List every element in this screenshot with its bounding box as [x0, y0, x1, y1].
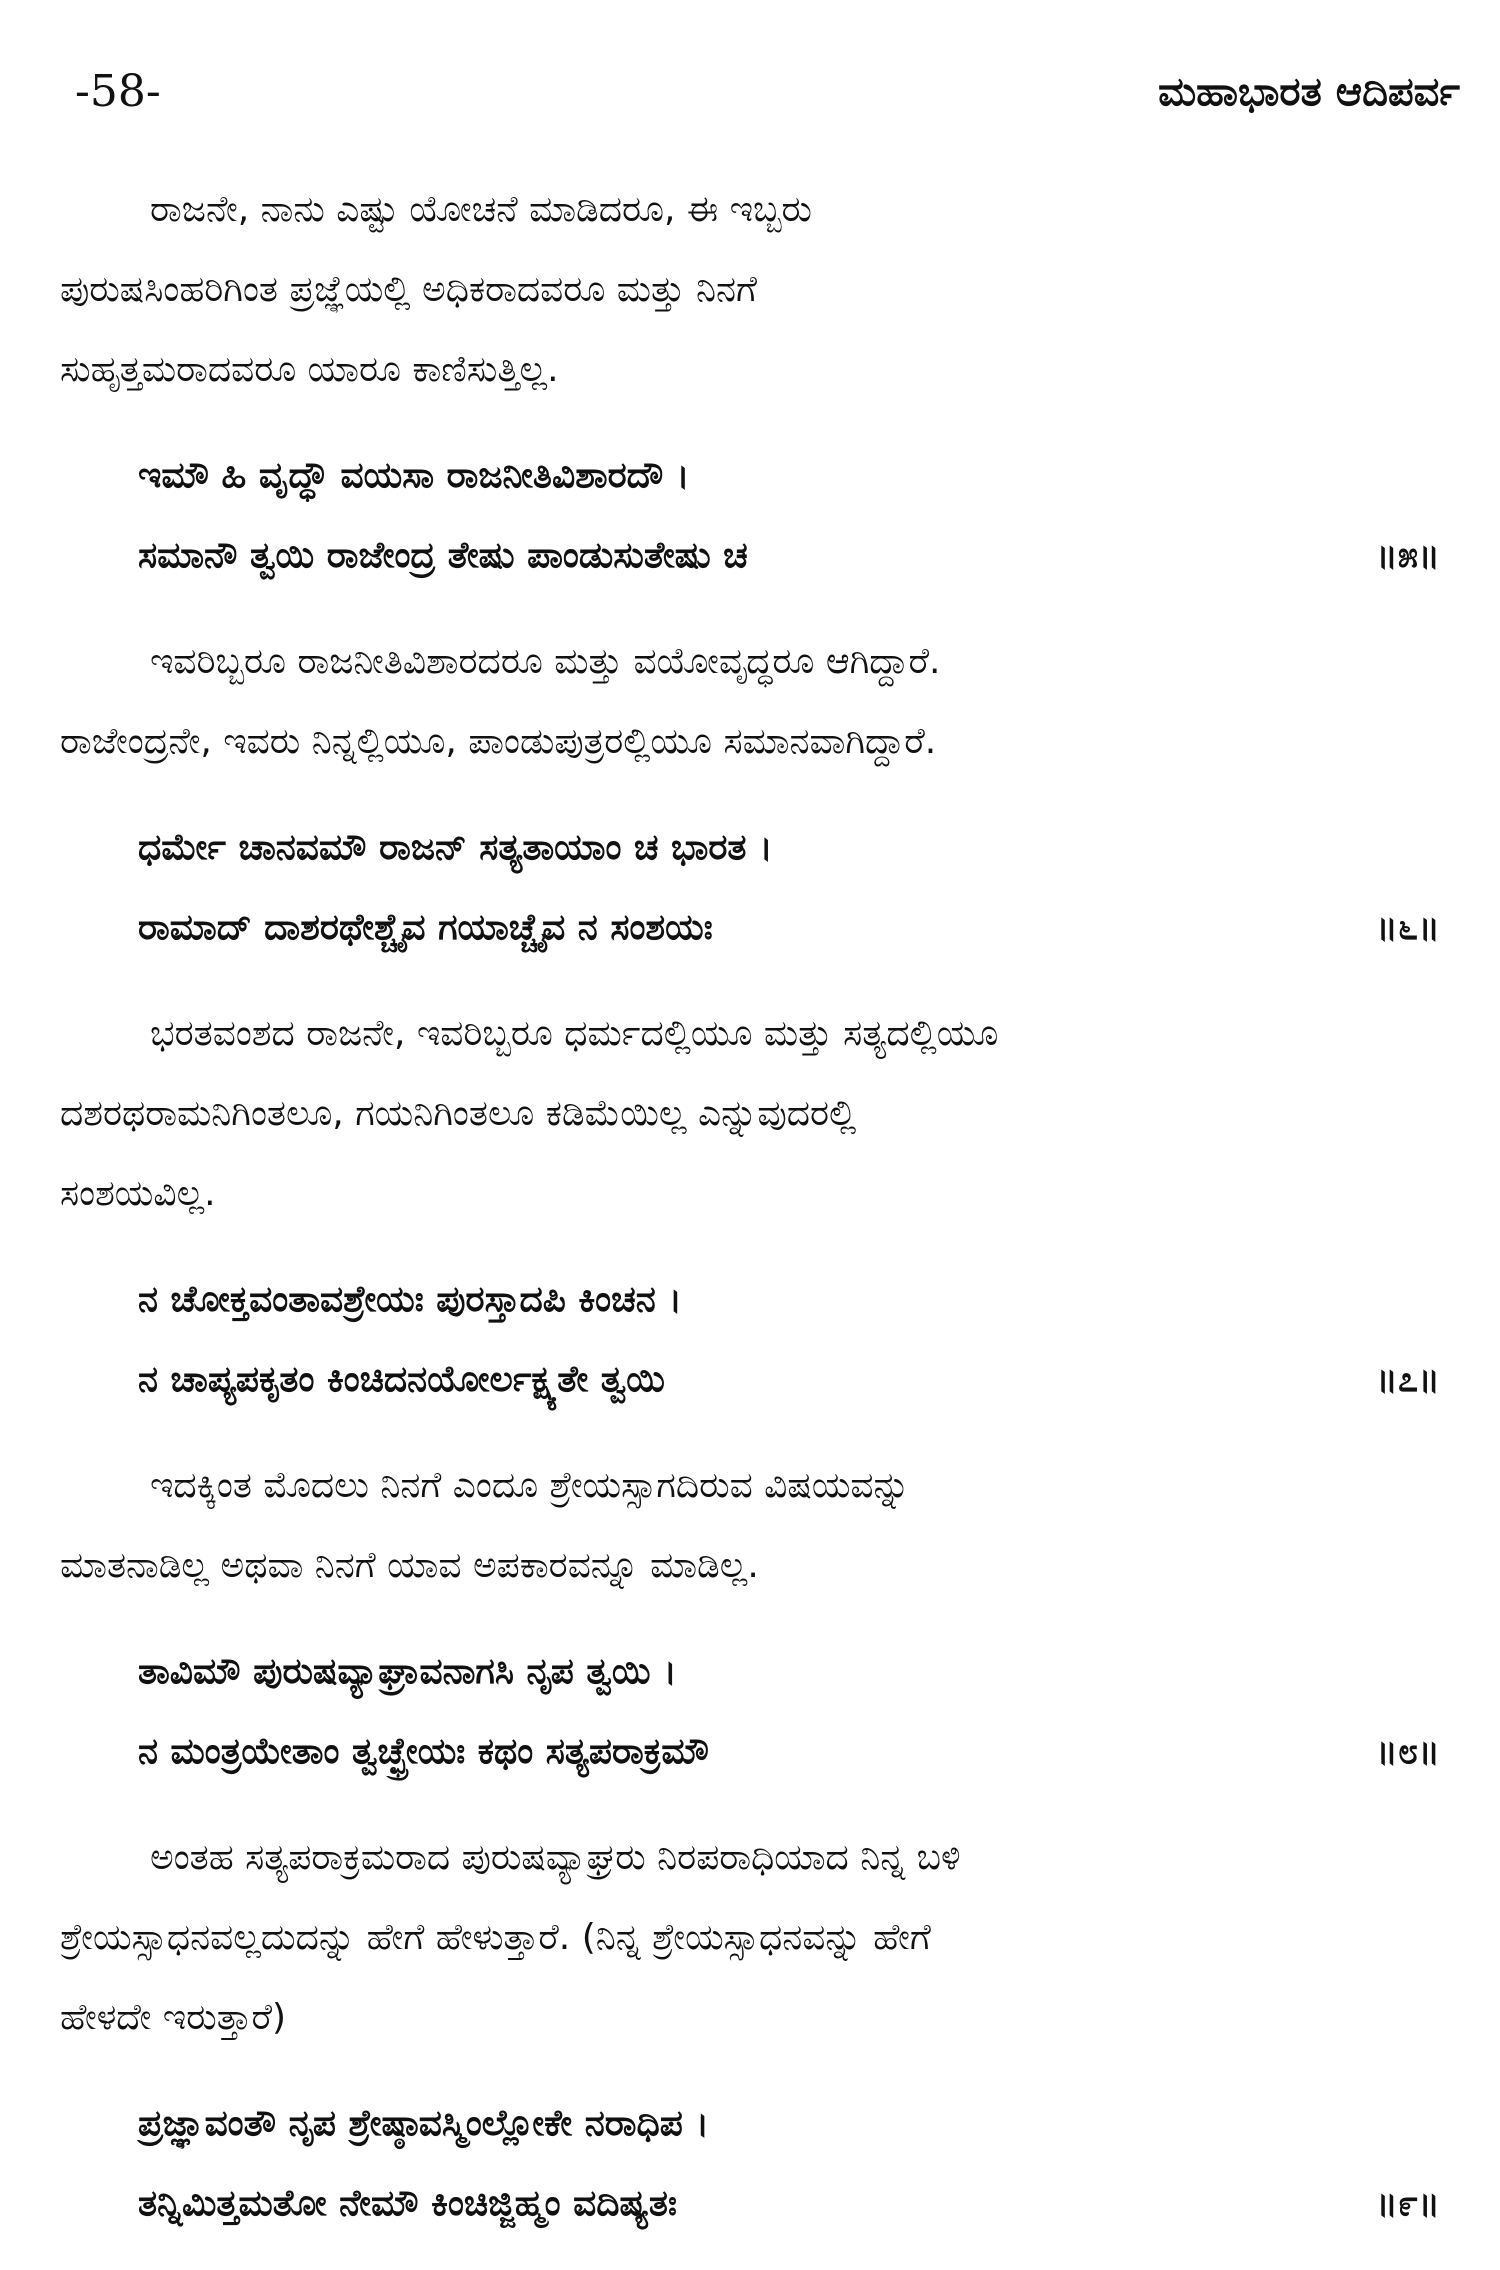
prose-paragraph [60, 1818, 1455, 2058]
verse-text: ಪ್ರಜ್ಞಾವಂತೌ ನೃಪ ಶ್ರೇಷ್ಠಾವಸ್ಮಿಂಲ್ಲೋಕೇ ನರಾಧಿಪ । [138, 2103, 710, 2144]
shloka-verse [60, 2084, 1455, 2244]
verse-text: ಇಮೌ ಹಿ ವೃದ್ಧೌ ವಯಸಾ ರಾಜನೀತಿವಿಶಾರದೌ । [138, 455, 690, 496]
verse-number: ॥೭॥ [1375, 1359, 1440, 1400]
verse-line [138, 1260, 1455, 1340]
verse-line [138, 808, 1455, 888]
prose-line: ದಶರಥರಾಮನಿಗಿಂತಲೂ, ಗಯನಿಗಿಂತಲೂ ಕಡಿಮೆಯಿಲ್ಲ ಎನ್ನುವುದರಲ್ಲಿ [60, 1093, 857, 1134]
prose-paragraph [60, 622, 1455, 782]
page-number: -58- [75, 66, 161, 117]
shloka-verse [60, 808, 1455, 968]
prose-line: ಸುಹೃತ್ತಮರಾದವರೂ ಯಾರೂ ಕಾಣಿಸುತ್ತಿಲ್ಲ. [60, 349, 559, 390]
verse-line [138, 1712, 1455, 1792]
verse-line [138, 1340, 1455, 1420]
prose-line: ಹೇಳದೇ ಇರುತ್ತಾರೆ) [60, 1997, 287, 2038]
verse-line [138, 1632, 1455, 1712]
verse-number: ॥೮॥ [1375, 1731, 1440, 1772]
page-body [60, 170, 1455, 2270]
verse-number: ॥೬॥ [1375, 907, 1440, 948]
verse-line [138, 2164, 1455, 2244]
prose-line: ಇದಕ್ಕಿಂತ ಮೊದಲು ನಿನಗೆ ಎಂದೂ ಶ್ರೇಯಸ್ಸಾಗದಿರುವ ವಿಷಯವನ್ನು [150, 1465, 910, 1506]
verse-text: ನ ಚಾಪ್ಯಪಕೃತಂ ಕಿಂಚಿದನಯೋರ್ಲಕ್ಷ್ಯತೇ ತ್ವಯಿ [138, 1359, 665, 1400]
page-header [75, 62, 1460, 122]
running-title: ಮಹಾಭಾರತ ಆದಿಪರ್ವ [1158, 69, 1460, 115]
verse-text: ತನ್ನಿಮಿತ್ತಮತೋ ನೇಮೌ ಕಿಂಚಿಜ್ಜಿಹ್ಮಂ ವದಿಷ್ಯತಃ [138, 2183, 677, 2224]
prose-line: ಇವರಿಬ್ಬರೂ ರಾಜನೀತಿವಿಶಾರದರೂ ಮತ್ತು ವಯೋವೃದ್ಧರೂ ಆಗಿದ್ದಾರೆ. [150, 641, 941, 682]
shloka-verse [60, 436, 1455, 596]
verse-line [138, 888, 1455, 968]
verse-text: ರಾಮಾದ್ ದಾಶರಥೇಶ್ಚೈವ ಗಯಾಚ್ಚೈವ ನ ಸಂಶಯಃ [138, 907, 713, 948]
prose-line: ಮಾತನಾಡಿಲ್ಲ ಅಥವಾ ನಿನಗೆ ಯಾವ ಅಪಕಾರವನ್ನೂ ಮಾಡಿಲ್ಲ. [60, 1545, 759, 1586]
prose-line: ಶ್ರೇಯಸ್ಸಾಧನವಲ್ಲದುದನ್ನು ಹೇಗೆ ಹೇಳುತ್ತಾರೆ. (ನಿನ್ನ ಶ್ರೇಯಸ್ಸಾಧನವನ್ನು ಹೇಗೆ [60, 1917, 931, 1958]
prose-line: ಭರತವಂಶದ ರಾಜನೇ, ಇವರಿಬ್ಬರೂ ಧರ್ಮದಲ್ಲಿಯೂ ಮತ್ತು ಸತ್ಯದಲ್ಲಿಯೂ [150, 1013, 999, 1054]
verse-line [138, 436, 1455, 516]
prose-paragraph [60, 1446, 1455, 1606]
verse-text: ನ ಮಂತ್ರಯೇತಾಂ ತ್ವಚ್ಛ್ರೇಯಃ ಕಥಂ ಸತ್ಯಪರಾಕ್ರಮೌ [138, 1731, 710, 1772]
prose-paragraph [60, 994, 1455, 1234]
verse-text: ತಾವಿಮೌ ಪುರುಷವ್ಯಾಘ್ರಾವನಾಗಸಿ ನೃಪ ತ್ವಯಿ । [138, 1651, 677, 1692]
verse-number: ॥೯॥ [1375, 2183, 1440, 2224]
verse-text: ನ ಚೋಕ್ತವಂತಾವಶ್ರೇಯಃ ಪುರಸ್ತಾದಪಿ ಕಿಂಚನ । [138, 1279, 682, 1320]
prose-paragraph [60, 170, 1455, 410]
prose-line: ಪುರುಷಸಿಂಹರಿಗಿಂತ ಪ್ರಜ್ಞೆಯಲ್ಲಿ ಅಧಿಕರಾದವರೂ ಮತ್ತು ನಿನಗೆ [60, 269, 757, 310]
shloka-verse [60, 1260, 1455, 1420]
verse-number: ॥೫॥ [1375, 535, 1440, 576]
prose-line: ರಾಜೇಂದ್ರನೇ, ಇವರು ನಿನ್ನಲ್ಲಿಯೂ, ಪಾಂಡುಪುತ್ರರಲ್ಲಿಯೂ ಸಮಾನವಾಗಿದ್ದಾರೆ. [60, 721, 937, 762]
verse-text: ಸಮಾನೌ ತ್ವಯಿ ರಾಜೇಂದ್ರ ತೇಷು ಪಾಂಡುಸುತೇಷು ಚ [138, 535, 748, 576]
shloka-verse [60, 1632, 1455, 1792]
prose-line: ರಾಜನೇ, ನಾನು ಎಷ್ಟು ಯೋಚನೆ ಮಾಡಿದರೂ, ಈ ಇಬ್ಬರು [150, 189, 812, 230]
verse-line [138, 516, 1455, 596]
prose-line: ಸಂಶಯವಿಲ್ಲ. [60, 1173, 216, 1214]
prose-line: ಅಂತಹ ಸತ್ಯಪರಾಕ್ರಮರಾದ ಪುರುಷವ್ಯಾಘ್ರರು ನಿರಪರಾಧಿಯಾದ ನಿನ್ನ ಬಳಿ [150, 1837, 961, 1878]
verse-line [138, 2084, 1455, 2164]
verse-text: ಧರ್ಮೇ ಚಾನವಮೌ ರಾಜನ್ ಸತ್ಯತಾಯಾಂ ಚ ಭಾರತ । [138, 827, 773, 868]
